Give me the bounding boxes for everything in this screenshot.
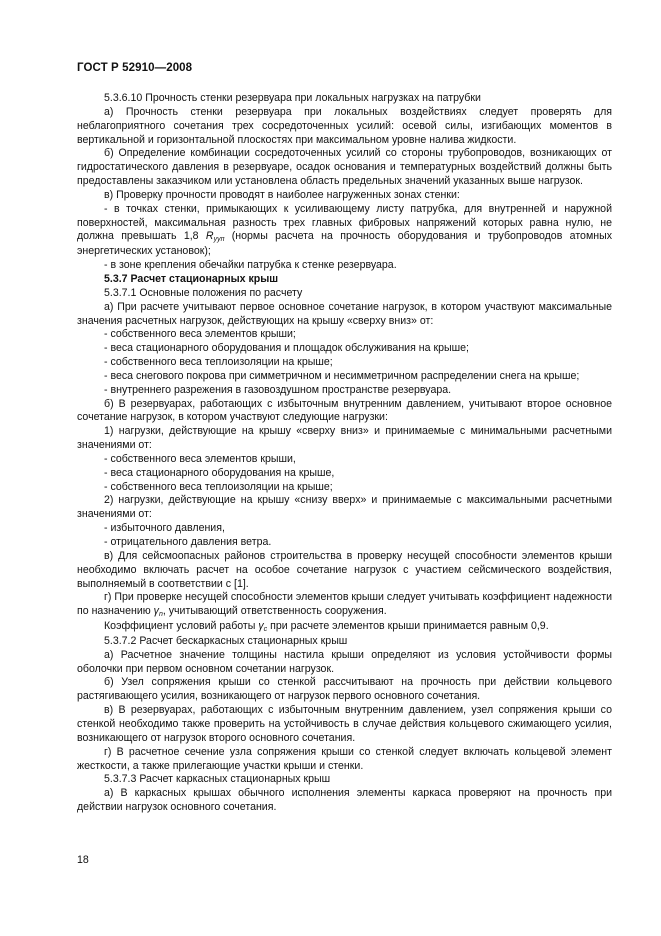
list-item-stress-points (77, 203, 612, 259)
list-item: - собственного веса элементов крыши; (104, 328, 296, 341)
text-fragment: - в точках стенки, примыкающих к усиливающему листу патрубка, для внутренней и наружной поверхностей, максимальная разность трех главных фибровых напряжений которых равна нулю, не должна превышать 1,8 (77, 202, 612, 243)
paragraph-1: 1) нагрузки, действующие на крышу «сверху вниз» и принимаемые с минимальными расчетными значениями от: (77, 425, 612, 452)
paragraph-b: б) Определение комбинации сосредоточенных усилий со стороны трубопроводов, возникающих от гидростатического давления в резервуаре, осадок основания и температурных воздействий должны быть предоставлены заказчиком или установлена область предельных значений указанных выше нагрузок. (77, 147, 612, 188)
text-fragment: , учитывающий ответственность сооружения. (162, 605, 387, 618)
paragraph-2: 2) нагрузки, действующие на крышу «снизу вверх» и принимаемые с максимальными расчетными значениями от: (77, 494, 612, 521)
paragraph-b: б) Узел сопряжения крыши со стенкой рассчитывают на прочность при действии кольцевого растягивающего усилия, возникающего от нагрузок первого основного сочетания. (77, 676, 612, 703)
subscript-n: n (158, 611, 163, 619)
list-item-nozzle-zone: - в зоне крепления обечайки патрубка к стенке резервуара. (104, 259, 397, 272)
list-item: - веса стационарного оборудования на крыше, (104, 466, 335, 479)
paragraph-g (77, 591, 612, 620)
paragraph-work-coefficient (77, 620, 612, 635)
list-item: - собственного веса теплоизоляции на крыше; (104, 480, 333, 493)
clause-5-3-7-1-title: 5.3.7.1 Основные положения по расчету (104, 286, 303, 299)
subscript-c: c (263, 626, 268, 634)
document-header: ГОСТ Р 52910—2008 (77, 62, 193, 74)
list-item: - отрицательного давления ветра. (104, 536, 272, 548)
symbol-gamma-n: γ (153, 605, 159, 618)
text-fragment: Коэффициент условий работы (104, 620, 259, 633)
section-5-3-7-title: 5.3.7 Расчет стационарных крыш (104, 272, 279, 285)
paragraph-v: в) Проверку прочности проводят в наиболее нагруженных зонах стенки: (104, 188, 460, 201)
list-item: - веса стационарного оборудования и площадок обслуживания на крыше; (104, 342, 469, 355)
paragraph-a: а) В каркасных крышах обычного исполнения элементы каркаса проверяют на прочность при действии нагрузок основного сочетания. (77, 787, 612, 814)
list-item: - собственного веса элементов крыши, (104, 452, 296, 465)
text-fragment: при расчете элементов крыши принимается равным 0,9. (267, 620, 549, 633)
symbol-R: R (205, 230, 214, 243)
paragraph-v: в) В резервуарах, работающих с избыточным внутренним давлением, узел сопряжения крыши со стенкой необходимо также проверить на устойчивость в случае действия кольцевого сжимающего усилия, возникающего от нагрузок второго основного сочетания. (77, 704, 612, 744)
page-number: 18 (77, 854, 89, 866)
paragraph-a: а) Прочность стенки резервуара при локальных воздействиях следует проверять для неблагоприятного сочетания трех сосредоточенных усилий: осевой силы, изгибающих моментов в вертикальной и горизонтальной плоскостях при максимальном уровне налива жидкости. (77, 105, 612, 146)
paragraph-b: б) В резервуарах, работающих с избыточным внутренним давлением, учитывают второе основное сочетание нагрузок, в котором участвуют следующие нагрузки: (77, 397, 612, 424)
clause-5-3-7-3-title: 5.3.7.3 Расчет каркасных стационарных крыш (104, 773, 331, 786)
list-item: - избыточного давления, (104, 522, 225, 535)
document-body (77, 92, 612, 815)
list-item: - веса снегового покрова при симметричном и несимметричном распределении снега на крыше; (104, 369, 580, 382)
symbol-gamma-c: γ (258, 620, 264, 633)
text-fragment: г) При проверке несущей способности элементов крыши следует учитывать коэффициент надежности по назначению (77, 591, 612, 618)
list-item: - внутреннего разрежения в газовоздушном пространстве резервуара. (104, 383, 452, 396)
list-item: - собственного веса теплоизоляции на крыше; (104, 356, 333, 369)
paragraph-a: а) Расчетное значение толщины настила крыши определяют из условия устойчивости формы оболочки при первом основном сочетании нагрузок. (77, 648, 612, 675)
text-fragment: (нормы расчета на прочность оборудования и трубопроводов атомных энергетических установок); (77, 230, 612, 258)
paragraph-g: г) В расчетное сечение узла сопряжения крыши со стенкой следует включать кольцевой элемент жесткости, а также прилегающие участки крыши и стенки. (77, 745, 612, 772)
paragraph-a: а) При расчете учитывают первое основное сочетание нагрузок, в котором участвуют максимальные значения расчетных нагрузок, действующих на крышу «сверху вниз» от: (77, 300, 612, 327)
clause-5-3-6-10-title: 5.3.6.10 Прочность стенки резервуара при локальных нагрузках на патрубки (104, 92, 481, 104)
clause-5-3-7-2-title: 5.3.7.2 Расчет бескаркасных стационарных крыш (104, 634, 348, 647)
subscript-yp: ууп (213, 236, 225, 244)
paragraph-v: в) Для сейсмоопасных районов строительства в проверку несущей способности элементов крыши необходимо включать расчет на особое сочетание нагрузок с участием сейсмического воздействия, выполняемый в соответствии с [1]. (77, 549, 612, 590)
